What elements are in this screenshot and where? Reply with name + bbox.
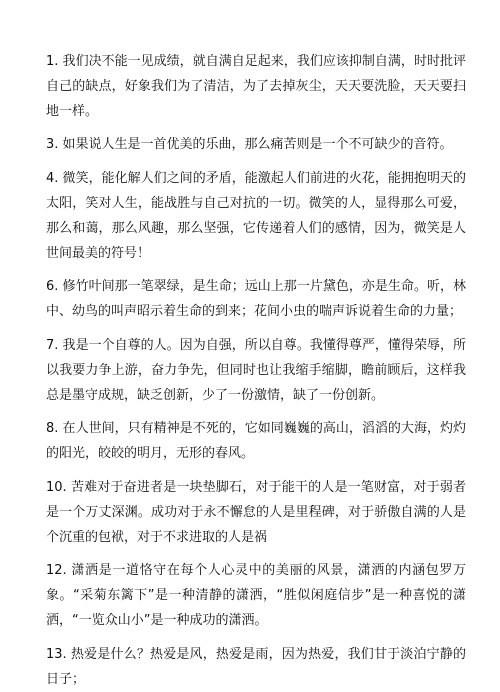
paragraph-12: 12. 潇洒是一道恪守在每个人心灵中的美丽的风景，潇洒的内涵包罗万象。“采菊东篱下”是一种清静的潇洒，“胜似闲庭信步”是一种喜悦的潇洒，“一览众山小”是一种成功的潇洒。 <box>46 563 466 628</box>
paragraph-1: 1. 我们决不能一见成绩，就自满自足起来，我们应该抑制自满，时时批评自己的缺点，好象我们为了清洁，为了去掉灰尘，天天要洗脸，天天要扫地一样。 <box>46 54 466 119</box>
paragraph-7: 7. 我是一个自尊的人。因为自强，所以自尊。我懂得尊严，懂得荣辱，所以我要力争上游，奋力争先，但同时也让我缩手缩脚，瞻前顾后，这样我总是墨守成规，缺乏创新，少了一份激情，缺了一份创新。 <box>46 337 466 403</box>
paragraph-13: 13. 热爱是什么？热爱是风，热爱是雨，因为热爱，我们甘于淡泊宁静的日子； <box>46 646 466 687</box>
paragraph-4: 4. 微笑，能化解人们之间的矛盾，能激起人们前进的火花，能拥抱明天的太阳，笑对人生，能战胜与自己对抗的一切。微笑的人，显得那么可爱，那么和蔼，那么风趣，那么坚强，它传递着人们的感情，因为，微笑是人世间最美的符号！ <box>46 171 466 261</box>
paragraph-6: 6. 修竹叶间那一笔翠绿，是生命；远山上那一片黛色，亦是生命。听，林中、幼鸟的叫声昭示着生命的到来；花间小虫的喘声诉说着生命的力量； <box>46 279 466 320</box>
document-body <box>46 50 466 692</box>
paragraph-3: 3. 如果说人生是一首优美的乐曲，那么痛苦则是一个不可缺少的音符。 <box>46 137 453 153</box>
paragraph-8: 8. 在人世间，只有精神是不死的，它如同巍巍的高山，滔滔的大海，灼灼的阳光，皎皎的明月，无形的春风。 <box>46 421 466 462</box>
paragraph-10: 10. 苦难对于奋进者是一块垫脚石，对于能干的人是一笔财富，对于弱者是一个万丈深渊。成功对于永不懈怠的人是里程碑，对于骄傲自满的人是个沉重的包袱，对于不求进取的人是祸 <box>46 479 466 545</box>
